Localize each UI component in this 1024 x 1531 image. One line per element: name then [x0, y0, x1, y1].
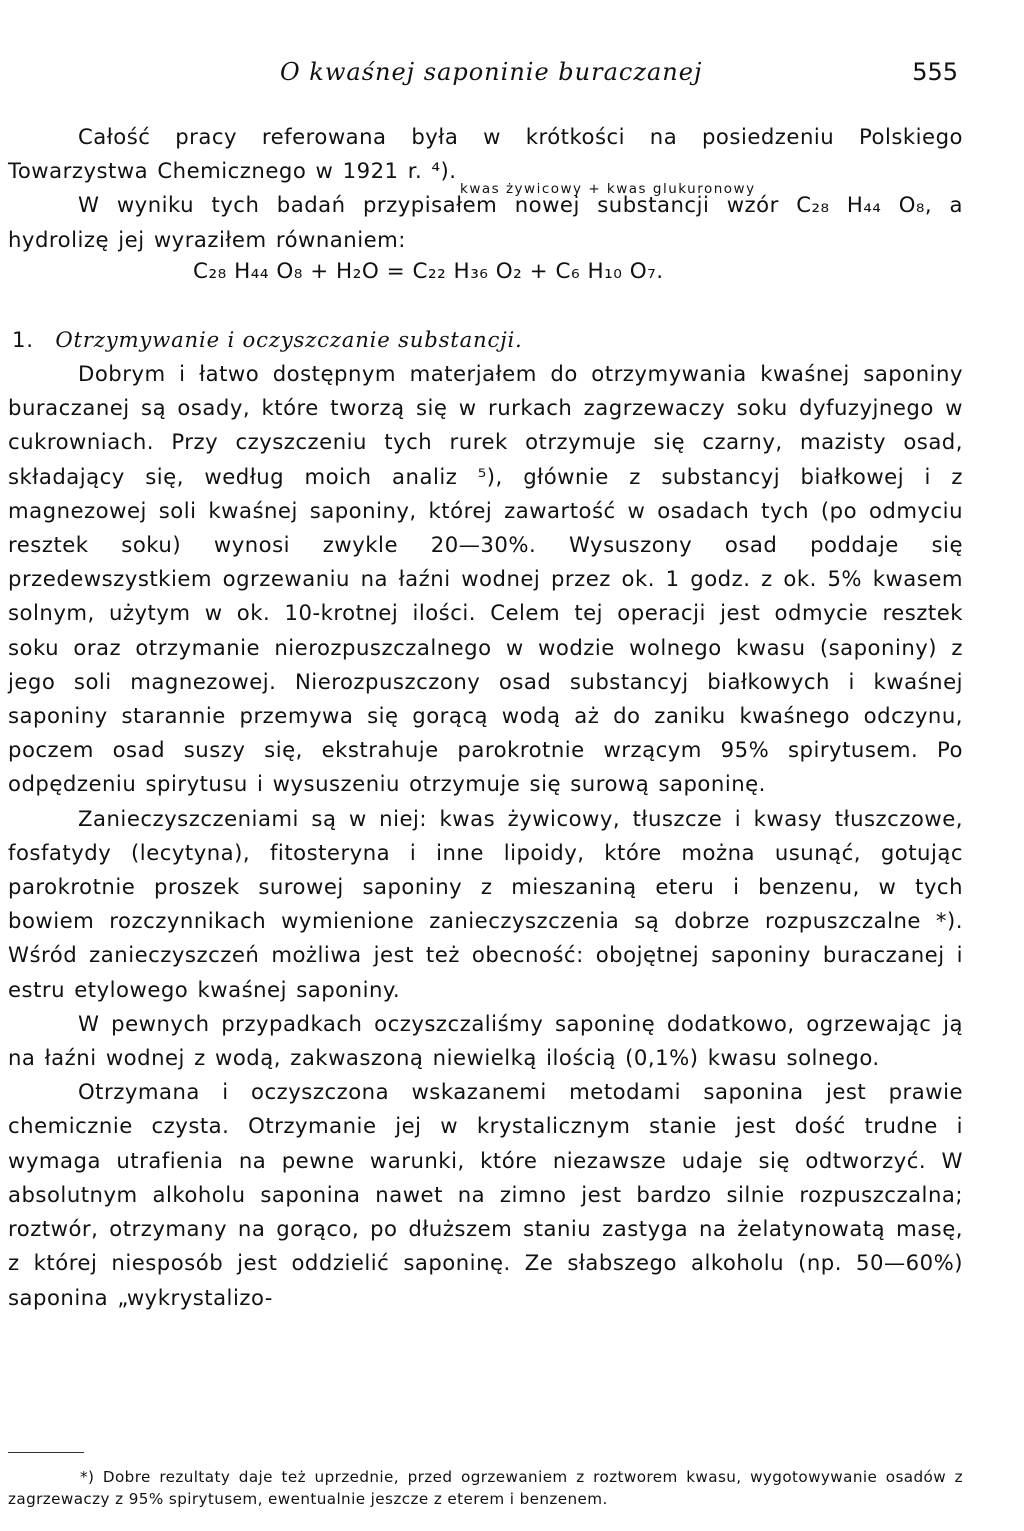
page-header — [0, 58, 1024, 90]
footnote-separator — [8, 1452, 84, 1453]
running-title: O kwaśnej saponinie buraczanej — [280, 58, 703, 86]
paragraph-1: Całość pracy referowana była w krótkości na posiedzeniu Polskiego Towarzystwa Chemicznego w 1921 r. ⁴). — [8, 124, 963, 184]
paragraph-5: W pewnych przypadkach oczyszczaliśmy saponinę dodatkowo, ogrzewając ją na łaźni wodnej z wodą, zakwaszoną niewielką ilością (0,1%) kwasu solnego. — [8, 1010, 963, 1071]
footnotes — [8, 1466, 963, 1510]
section-title: Otrzymywanie i oczyszczanie substancji. — [55, 326, 523, 352]
section-number: 1. — [12, 326, 34, 352]
page-number: 555 — [912, 58, 958, 86]
paragraph-2: W wyniku tych badań przypisałem nowej substancji wzór C₂₈ H₄₄ O₈, a hydrolizę jej wyraziłem równaniem: — [8, 192, 963, 252]
footnote-1: *) Dobre rezultaty daje też uprzednie, przed ogrzewaniem z roztworem kwasu, wygotowywanie osadów z zagrzewaczy z 95% spirytusem, ewentualnie jeszcze z eterem i benzenem. — [8, 1468, 963, 1508]
section-heading — [8, 323, 963, 357]
equation-text: C₂₈ H₄₄ O₈ + H₂O = C₂₂ H₃₆ O₂ + C₆ H₁₀ O₇. — [193, 258, 664, 284]
paragraph-6: Otrzymana i oczyszczona wskazanemi metodami saponina jest prawie chemicznie czysta. Otrzymanie jej w krystalicznym stanie jest dość trudne i wymaga utrafienia na pewne warunki, które niezawsze udaje się odtworzyć. W absolutnym alkoholu saponina nawet na zimno jest bardzo silnie rozpuszczalna; roztwór, otrzymany na gorąco, po dłuższem staniu zastyga na żelatynowatą masę, z której niesposób jest oddzielić saponinę. Ze słabszego alkoholu (np. 50—60%) saponina „wykrystalizo- — [8, 1079, 963, 1310]
paragraph-3: Dobrym i łatwo dostępnym materjałem do otrzymywania kwaśnej saponiny buraczanej są osady, które tworzą się w rurkach zagrzewaczy soku dyfuzyjnego w cukrowniach. Przy czyszczeniu tych rurek otrzymuje się czarny, mazisty osad, składający się, według moich analiz ⁵), głównie z substancyj białkowej i z magnezowej soli kwaśnej saponiny, której zawartość w osadach tych (po odmyciu resztek soku) wynosi zwykle 20—30%. Wysuszony osad poddaje się przedewszystkiem ogrzewaniu na łaźni wodnej przez ok. 1 godz. z ok. 5% kwasem solnym, użytym w ok. 10-krotnej ilości. Celem tej operacji jest odmycie resztek soku oraz otrzymanie nierozpuszczalnego w wodzie wolnego kwasu (saponiny) z jego soli magnezowej. Nierozpuszczony osad substancyj białkowych i kwaśnej saponiny starannie przemywa się gorącą wodą aż do zaniku kwaśnego odczynu, poczem osad suszy się, ekstrahuje parokrotnie wrzącym 95% spirytusem. Po odpędzeniu spirytusu i wysuszeniu otrzymuje się surową saponinę. — [8, 361, 963, 797]
equation-labels: kwas żywicowy + kwas glukuronowy — [460, 181, 756, 197]
paragraph-4: Zanieczyszczeniami są w niej: kwas żywicowy, tłuszcze i kwasy tłuszczowe, fosfatydy (lecytyna), fitosteryna i inne lipoidy, które można usunąć, gotując parokrotnie proszek surowej saponiny z mieszaniną eteru i benzenu, w tych bowiem rozczynnikach wymienione zanieczyszczenia są dobrze rozpuszczalne *). Wśród zanieczyszczeń możliwa jest też obecność: obojętnej saponiny buraczanej i estru etylowego kwaśnej saponiny. — [8, 805, 963, 1002]
page-body — [8, 120, 963, 1315]
hydrolysis-equation — [8, 257, 963, 301]
